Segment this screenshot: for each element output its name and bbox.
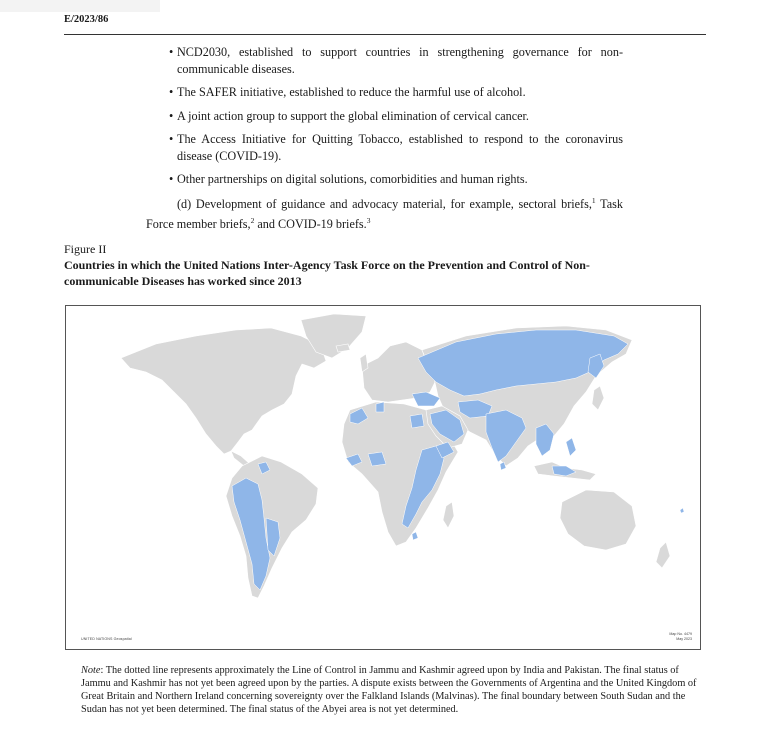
pacific-dot <box>680 508 684 513</box>
world-map <box>65 305 701 650</box>
australia-shape <box>560 490 636 550</box>
egypt-region <box>410 414 424 428</box>
list-item: • The Access Initiative for Quitting Tobacco, established to respond to the coronavirus disease (COVID-19). <box>169 131 623 164</box>
footnote-ref[interactable]: 3 <box>366 215 371 225</box>
figure-title: Countries in which the United Nations Inter-Agency Task Force on the Prevention and Control of Non-communicable Diseases has worked since 2013 <box>64 258 590 288</box>
paragraph-d <box>146 193 623 232</box>
footnote-ref[interactable]: 1 <box>591 196 596 205</box>
southern-africa-dot <box>412 532 418 540</box>
map-number <box>669 632 692 642</box>
map-note <box>81 664 701 716</box>
paragraph-text: Task Force member briefs, <box>146 197 623 231</box>
philippines-region <box>566 438 576 456</box>
japan-shape <box>592 386 604 410</box>
paragraph-text: and COVID-19 briefs. <box>254 216 367 231</box>
list-item: • Other partnerships on digital solutions, comorbidities and human rights. <box>169 171 623 188</box>
figure-label: Figure II <box>64 242 107 256</box>
document-symbol: E/2023/86 <box>64 14 109 25</box>
list-item: • The SAFER initiative, established to reduce the harmful use of alcohol. <box>169 84 623 101</box>
map-number-line: Map No. 4479 <box>669 632 692 636</box>
new-zealand-shape <box>656 542 670 568</box>
north-america-shape <box>121 328 326 454</box>
list-item: • A joint action group to support the global elimination of cervical cancer. <box>169 108 623 125</box>
middle-east-region <box>412 392 440 406</box>
list-item: • NCD2030, established to support countries in strengthening governance for non-communicable diseases. <box>169 44 623 77</box>
footnote-ref[interactable]: 2 <box>250 215 255 225</box>
header-rule <box>64 34 706 35</box>
tunisia-region <box>376 402 384 412</box>
note-label: Note <box>81 665 101 676</box>
madagascar-shape <box>443 502 454 528</box>
note-text: : The dotted line represents approximately the Line of Control in Jammu and Kashmir agreed upon by India and Pakistan. The final status of Jammu and Kashmir has not yet been agreed upon by the parties. A dispute exists between the Governments of Argentina and the United Kingdom of Great Britain and Northern Ireland concerning sovereignty over the Falkland Islands (Malvinas). The final boundary between South Sudan and the Sudan has not yet been determined. The final status of the Abyei area is not yet determined. <box>81 665 697 715</box>
paragraph-text: (d) Development of guidance and advocacy material, for example, sectoral briefs, <box>177 197 592 212</box>
map-date-line: May 2023 <box>676 637 692 641</box>
map-credit: UNITED NATIONS Geospatial <box>81 637 132 641</box>
partnership-list <box>169 44 623 195</box>
top-shading <box>0 0 160 12</box>
world-map-graphic <box>66 306 701 650</box>
